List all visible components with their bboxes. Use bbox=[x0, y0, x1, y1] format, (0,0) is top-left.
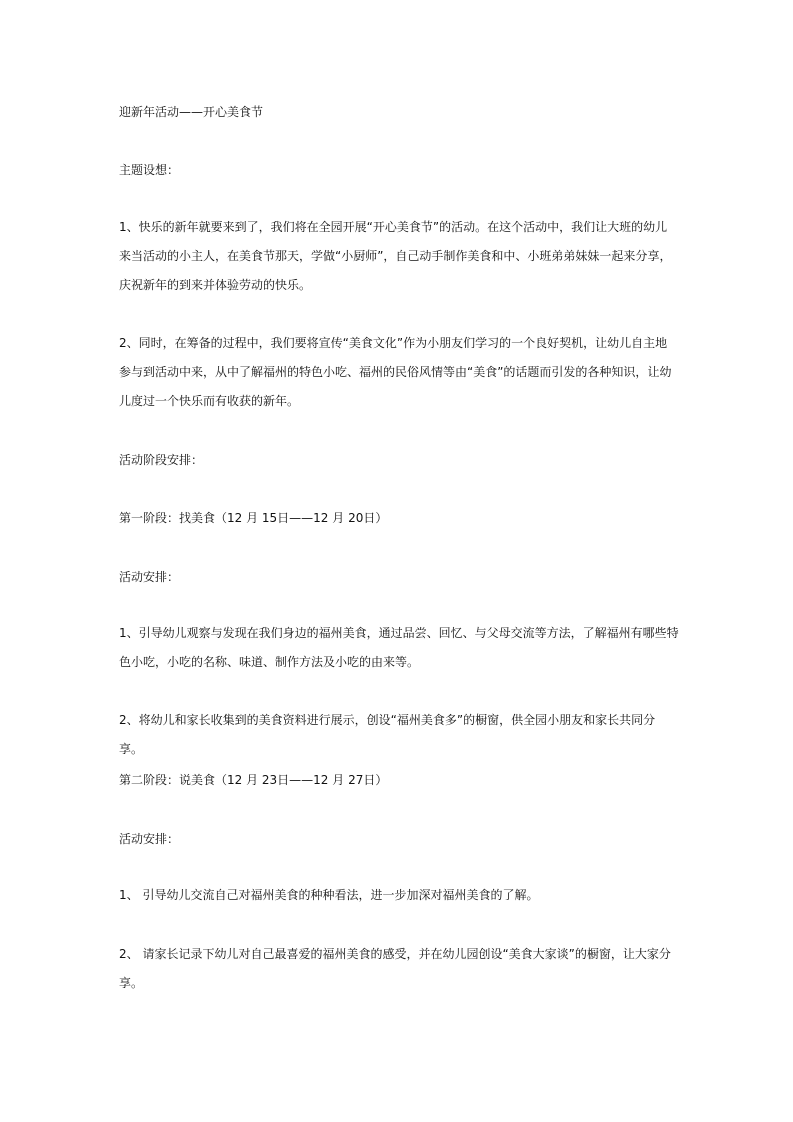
stage1-heading: 第一阶段：找美食（12 月 15日——12 月 20日） bbox=[119, 511, 388, 525]
stage-heading: 活动阶段安排： bbox=[119, 453, 204, 467]
stage1-paragraph-2: 2、将幼儿和家长收集到的美食资料进行展示，创设“福州美食多”的橱窗，供全园小朋友和家长共同分享。 bbox=[119, 713, 656, 756]
theme-paragraph-1: 1、快乐的新年就要来到了，我们将在全园开展“开心美食节”的活动。在这个活动中，我们让大班的幼儿来当活动的小主人，在美食节那天，学做“小厨师”，自己动手制作美食和中、小班弟弟妹妹一起来分享，庆祝新年的到来并体验劳动的快乐。 bbox=[119, 220, 672, 292]
stage2-heading: 第二阶段：说美食（12 月 23日——12 月 27日） bbox=[119, 773, 388, 787]
stage2-arrangement-label: 活动安排： bbox=[119, 832, 180, 846]
document-title: 迎新年活动——开心美食节 bbox=[119, 105, 264, 119]
stage2-paragraph-2: 2、 请家长记录下幼儿对自己最喜爱的福州美食的感受，并在幼儿园创设“美食大家谈”的橱窗，让大家分享。 bbox=[119, 947, 671, 990]
stage1-paragraph-1: 1、引导幼儿观察与发现在我们身边的福州美食，通过品尝、回忆、与父母交流等方法，了解福州有哪些特色小吃，小吃的名称、味道、制作方法及小吃的由来等。 bbox=[119, 626, 679, 669]
stage1-arrangement-label: 活动安排： bbox=[119, 570, 180, 584]
theme-heading: 主题设想： bbox=[119, 163, 180, 177]
theme-paragraph-2: 2、同时，在筹备的过程中，我们要将宣传“美食文化”作为小朋友们学习的一个良好契机，让幼儿自主地参与到活动中来，从中了解福州的特色小吃、福州的民俗风情等由“美食”的话题而引发的各种知识，让幼儿度过一个快乐而有收获的新年。 bbox=[119, 336, 672, 408]
stage2-paragraph-1: 1、 引导幼儿交流自己对福州美食的种种看法，进一步加深对福州美食的了解。 bbox=[119, 888, 539, 902]
